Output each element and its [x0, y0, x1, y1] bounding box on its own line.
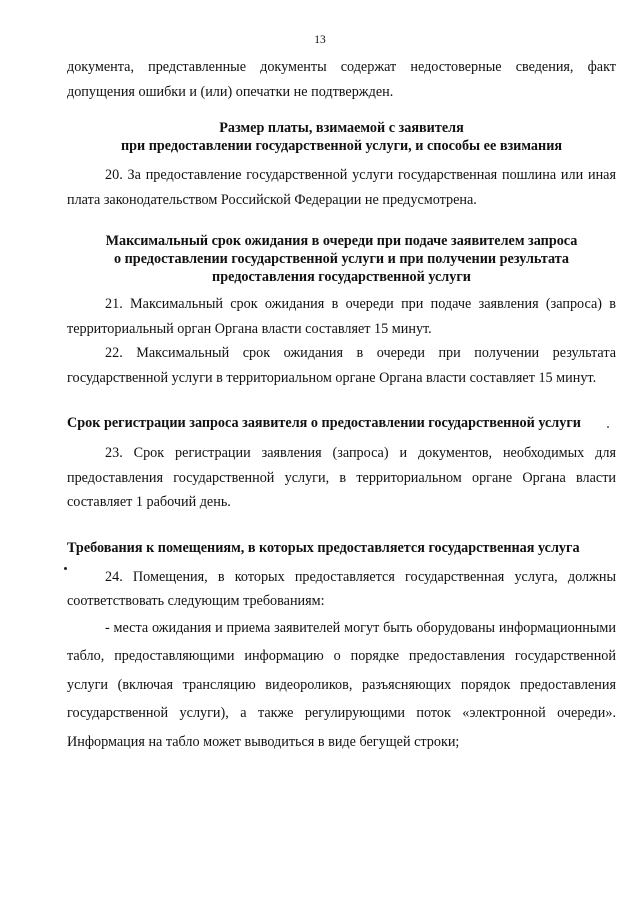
paragraph-24: 24. Помещения, в которых предоставляется государственная услуга, должны соответствовать следующим требованиям:: [67, 568, 616, 609]
heading-line: о предоставлении государственной услуги и при получении результата: [113, 251, 569, 267]
section-heading-premises: Требования к помещениям, в которых предоставляется государственная услуга: [67, 539, 580, 556]
paragraph-24-item-1: - места ожидания и приема заявителей могут быть оборудованы информационными табло, предоставляющими информацию о порядке предоставления государственной услуги (включая трансляцию видеороликов, разъясняющих порядок предоставления государственной услуги), а также регулирующими поток «электронной очереди». Информация на табло может выводиться в виде бегущей строки;: [67, 619, 616, 750]
heading-line: Максимальный срок ожидания в очереди при подаче заявителем запроса: [105, 233, 578, 249]
paragraph-23: 23. Срок регистрации заявления (запроса) и документов, необходимых для предоставления государственной услуги, в территориальном органе Органа власти составляет 1 рабочий день.: [67, 445, 616, 510]
paragraph-continuation: документа, представленные документы содержат недостоверные сведения, факт допущения ошибки и (или) опечатки не подтвержден.: [67, 59, 616, 100]
scan-speck: [607, 426, 609, 428]
page-number: 13: [314, 34, 326, 46]
heading-line: при предоставлении государственной услуги, и способы ее взимания: [120, 138, 563, 154]
paragraph-20: 20. За предоставление государственной услуги государственная пошлина или иная плата законодательством Российской Федерации не предусмотрена.: [67, 167, 616, 208]
section-heading-fee: [67, 119, 616, 155]
paragraph-21: 21. Максимальный срок ожидания в очереди при подаче заявления (запроса) в территориальный орган Органа власти составляет 15 минут.: [67, 296, 616, 337]
section-heading-registration: Срок регистрации запроса заявителя о предоставлении государственной услуги: [67, 415, 581, 431]
scan-speck: [64, 567, 67, 570]
document-body: [67, 55, 616, 756]
heading-line: Размер платы, взимаемой с заявителя: [219, 120, 464, 136]
section-heading-wait-time: [67, 232, 616, 286]
heading-line: предоставления государственной услуги: [212, 269, 471, 285]
paragraph-22: 22. Максимальный срок ожидания в очереди при получении результата государственной услуги в территориальном органе Органа власти составляет 15 минут.: [67, 345, 616, 386]
